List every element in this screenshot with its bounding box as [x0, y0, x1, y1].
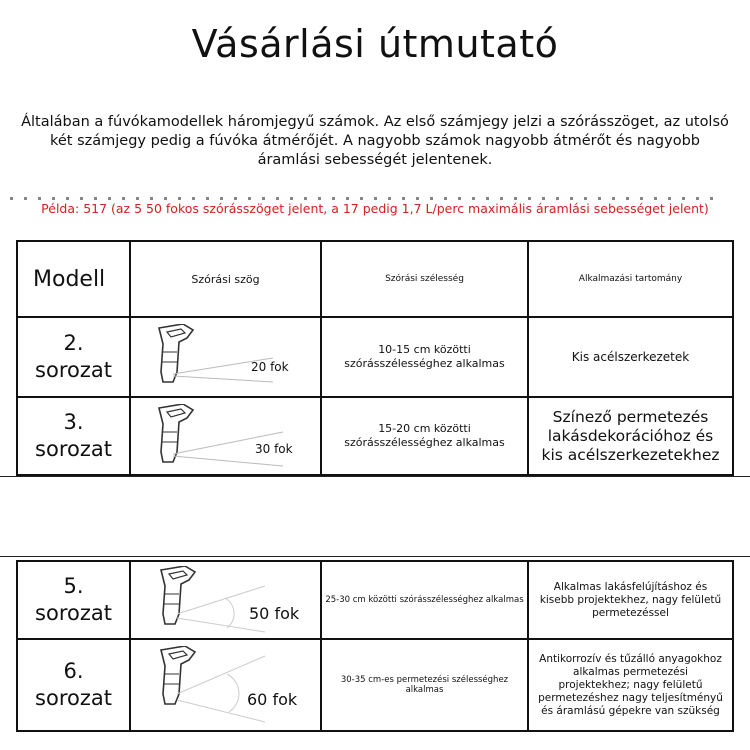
angle-cell: [130, 397, 321, 475]
application-line: és áramlású gépekre van szükség: [541, 704, 720, 717]
intro-line-1: Általában a fúvókamodellek háromjegyű számok. Az első számjegy jelzi a szórásszöget, az utolsó: [21, 114, 729, 130]
series-label: sorozat: [35, 437, 112, 461]
intro-text: [14, 113, 736, 170]
application-line: permetezéshez nagy teljesítményű: [538, 691, 723, 704]
series-cell: [17, 561, 130, 639]
header-angle: Szórási szög: [130, 241, 321, 317]
application-line: lakásdekorációhoz és: [547, 426, 714, 445]
decorative-divider: [10, 197, 720, 200]
divider-line: [0, 556, 750, 557]
table-row: [17, 639, 733, 731]
header-application: Alkalmazási tartomány: [528, 241, 733, 317]
example-note: Példa: 517 (az 5 50 fokos szórásszöget jelent, a 17 pedig 1,7 L/perc maximális áramlási sebességet jelent): [41, 201, 709, 216]
table-row: [17, 561, 733, 639]
page-title: Vásárlási útmutató: [191, 22, 559, 66]
angle-cell: [130, 639, 321, 731]
width-line: szórásszélességhez alkalmas: [344, 436, 505, 449]
series-cell: [17, 317, 130, 397]
table-row: [17, 397, 733, 475]
series-number: 3.: [63, 410, 84, 434]
width-line: 10-15 cm közötti: [378, 343, 471, 356]
series-label: sorozat: [35, 601, 112, 625]
angle-value: 50 fok: [249, 604, 300, 623]
angle-cell: [130, 317, 321, 397]
application-line: Színező permetezés: [552, 407, 709, 426]
series-number: 6.: [63, 659, 84, 683]
nozzle-table-top: [16, 240, 734, 476]
application-line: permetezéssel: [592, 606, 669, 619]
application-cell: [528, 561, 733, 639]
spray-nozzle-icon: [153, 404, 313, 470]
application-cell: [528, 317, 733, 397]
width-line: 15-20 cm közötti: [378, 422, 471, 435]
application-line: kisebb projektekhez, nagy felületű: [539, 593, 722, 606]
angle-value: 20 fok: [251, 360, 289, 374]
width-cell: [321, 561, 528, 639]
nozzle-table-bottom: [16, 560, 734, 732]
application-line: Antikorrozív és tűzálló anyagokhoz: [539, 652, 722, 665]
application-line: projektekhez; nagy felületű: [558, 678, 703, 691]
angle-value: 60 fok: [247, 690, 298, 709]
application-line: alkalmas permetezési: [573, 665, 688, 678]
width-cell: [321, 397, 528, 475]
width-cell: [321, 639, 528, 731]
spray-nozzle-icon: [155, 646, 315, 726]
series-label: sorozat: [35, 686, 112, 710]
width-cell: [321, 317, 528, 397]
application-line: kis acélszerkezetekhez: [541, 445, 720, 464]
spray-nozzle-icon: [155, 566, 315, 636]
header-model: Modell: [17, 241, 130, 317]
application-line: Alkalmas lakásfelújításhoz és: [553, 580, 708, 593]
width-line: 25-30 cm közötti szórásszélességhez alkalmas: [325, 595, 524, 605]
width-line: 30-35 cm-es permetezési szélességhez alkalmas: [340, 675, 509, 695]
application-cell: [528, 397, 733, 475]
table-header-row: [17, 241, 733, 317]
angle-cell: [130, 561, 321, 639]
series-cell: [17, 639, 130, 731]
width-line: szórásszélességhez alkalmas: [344, 357, 505, 370]
series-number: 5.: [63, 574, 84, 598]
series-label: sorozat: [35, 358, 112, 382]
spray-nozzle-icon: [153, 324, 303, 390]
application-line: Kis acélszerkezetek: [571, 349, 690, 364]
divider-line: [0, 476, 750, 477]
series-cell: [17, 397, 130, 475]
angle-value: 30 fok: [255, 442, 293, 456]
application-cell: [528, 639, 733, 731]
intro-line-2: két számjegy pedig a fúvóka átmérőjét. A nagyobb számok nagyobb átmérőt és nagyobb: [49, 133, 700, 149]
header-width: Szórási szélesség: [321, 241, 528, 317]
intro-line-3: áramlási sebességét jelentenek.: [257, 152, 493, 168]
series-number: 2.: [63, 331, 84, 355]
table-row: [17, 317, 733, 397]
